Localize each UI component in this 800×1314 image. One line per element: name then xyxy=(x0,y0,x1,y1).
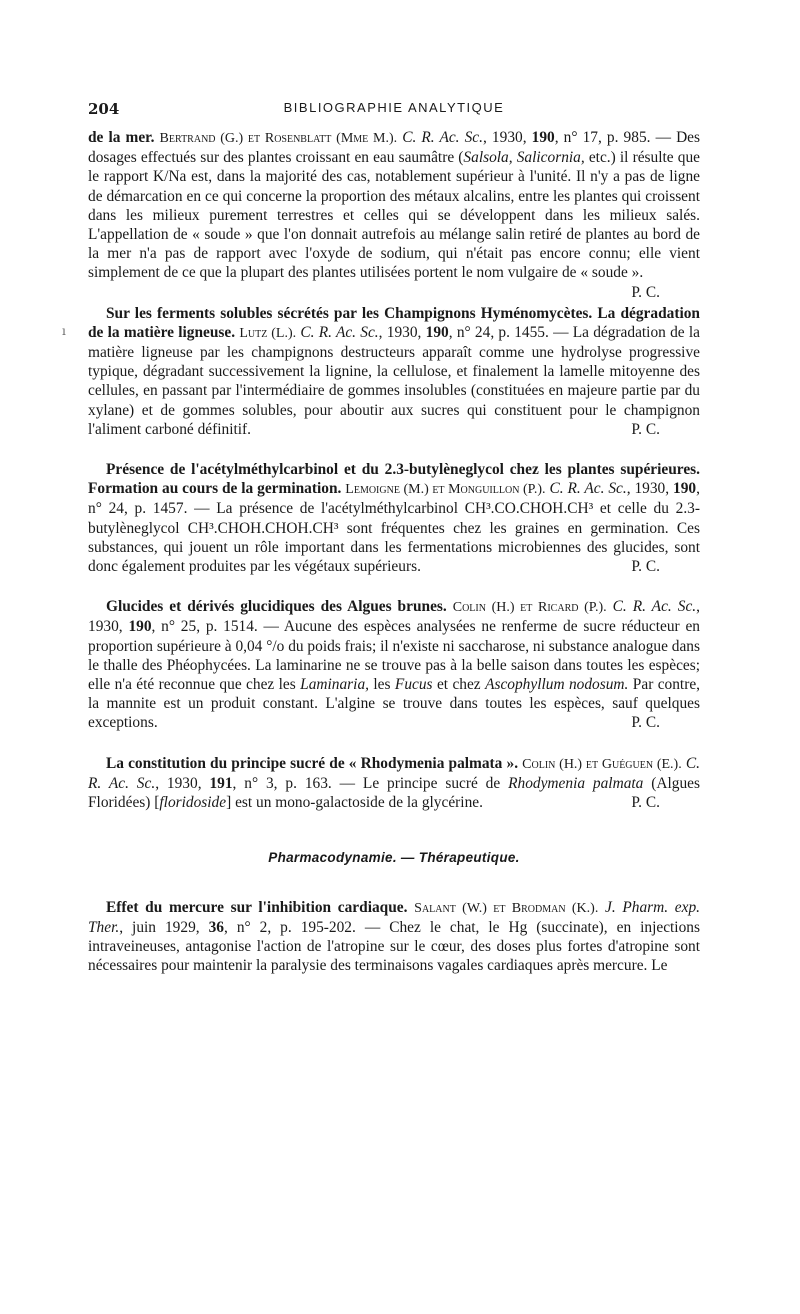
entry-year: , 1930, xyxy=(626,480,670,498)
entry-year: , 1930, xyxy=(155,774,202,792)
entry-ref: , n° 25, p. 1514. — xyxy=(151,618,279,636)
bibliography-entry xyxy=(88,597,700,732)
entry-volume: 190 xyxy=(673,480,697,498)
entry-text: Chez le chat, le Hg (succinate), en injections intraveineuses, antagonise l'action de l'atropine sur le cœur, des doses plus fortes d'atropine sont nécessaires pour maintenir la paralysie des terminaisons vagales cardiaques après mercure. Le xyxy=(88,918,700,975)
entry-ref: , n° 3, p. 163. — xyxy=(232,774,356,792)
bibliography-entry xyxy=(88,304,700,439)
section-heading: Pharmacodynamie. — Thérapeutique. xyxy=(268,850,520,866)
entry-ref: , n° 24, p. 1457. — xyxy=(88,480,700,518)
entry-italic: Laminaria, xyxy=(300,676,369,694)
entry-text: ] est un mono-galactoside de la glycérine. xyxy=(226,794,483,812)
entry-journal: C. R. Ac. Sc. xyxy=(88,754,700,792)
entry-signature: P. C. xyxy=(631,558,660,576)
entry-italic: Fucus xyxy=(394,676,433,694)
entry-authors: Colin (H.) et Guéguen (E.). xyxy=(522,756,682,772)
entry-ref: , n° 24, p. 1455. — xyxy=(448,323,569,341)
entry-journal: C. R. Ac. Sc. xyxy=(549,480,627,498)
entry-signature: P. C. xyxy=(631,714,660,732)
bibliography-entry xyxy=(88,460,700,576)
entry-signature: P. C. xyxy=(631,420,660,438)
entry-authors: Lemoigne (M.) et Monguillon (P.). xyxy=(345,482,546,498)
entry-year: , 1930, xyxy=(483,129,527,146)
entry-journal: C. R. Ac. Sc. xyxy=(402,129,483,146)
entry-year: , 1930, xyxy=(378,323,422,341)
entry-text: La dégradation de la matière ligneuse par les champignons destructeurs apparaît comme une hydrolyse progressive typique, dégradant successivement la lignine, la cellulose, et finalement la lamelle mitoyenne des cellules, en passant par l'intermédiaire de gommes insolubles (constituées en majeure partie par du xylane) et de gommes solubles, pour aboutir aux sucres qui constituent pour le champignon l'aliment carboné définitif. xyxy=(88,323,700,438)
entry-ref: , n° 17, p. 985. — xyxy=(554,129,671,146)
entry-text: Des dosages effectués sur des plantes croissant en eau saumâtre ( xyxy=(88,129,700,167)
entry-text: et chez xyxy=(436,676,481,694)
entry-text: La présence de l'acétylméthylcarbinol CH³.CO.CHOH.CH³ et celle du 2.3-butylèneglycol CH³.CHOH.CHOH.CH³ sont fréquentes chez les graines en germination. Ces substances, qui jouent un rôle important dans les fermentations microbiennes des glucides, sont donc également produites par les végétaux supérieurs. xyxy=(88,500,700,576)
entry-title: La constitution du principe sucré de « Rhodymenia palmata ». xyxy=(106,754,519,772)
entry-ref: , n° 2, p. 195-202. — xyxy=(223,918,381,936)
entry-italic: Ascophyllum nodosum. xyxy=(485,676,629,694)
entry-title: Effet du mercure sur l'inhibition cardiaque. xyxy=(106,898,408,916)
entry-authors: Salant (W.) et Brodman (K.). xyxy=(414,900,599,916)
bibliography-entry xyxy=(88,128,700,301)
entry-year: , juin 1929, xyxy=(119,918,200,936)
entry-authors: Bertrand (G.) et Rosenblatt (Mme M.). xyxy=(159,131,398,146)
entry-journal: J. Pharm. exp. Ther. xyxy=(88,898,701,936)
entry-title: de la mer. xyxy=(88,129,155,146)
page-header xyxy=(88,100,700,124)
entry-signature: P. C. xyxy=(631,794,660,812)
entry-text: Aucune des espèces analysées ne renferme de sucre réducteur en proportion supérieure à 0,04 °/o du poids frais; il n'existe ni saccharose, ni substance analogue dans le thalle des Phéophycées. La laminarine ne se trouve pas à la belle saison dans toutes les espèces; elle n'a été reconnue que chez les xyxy=(88,618,700,694)
entry-volume: 190 xyxy=(128,618,152,636)
entry-volume: 36 xyxy=(208,918,224,936)
running-title: BIBLIOGRAPHIE ANALYTIQUE xyxy=(283,100,505,115)
entry-journal: C. R. Ac. Sc. xyxy=(612,598,697,616)
page-number: 204 xyxy=(88,100,120,118)
entry-title: Sur les ferments solubles sécrétés par les Champignons Hyménomycètes. La dégradation de la matière ligneuse. xyxy=(88,304,700,341)
entry-year: , 1930, xyxy=(88,598,700,636)
entry-volume: 191 xyxy=(209,774,233,792)
entry-text: (Algues Floridées) [ xyxy=(88,774,700,812)
article-body xyxy=(88,128,700,975)
entry-journal: C. R. Ac. Sc. xyxy=(300,323,379,341)
margin-mark: ı xyxy=(62,324,66,338)
entry-volume: 190 xyxy=(531,129,555,146)
entry-text: Le principe sucré de xyxy=(362,774,501,792)
bibliography-entry xyxy=(88,898,700,976)
entry-title: Glucides et dérivés glucidiques des Algues brunes. xyxy=(106,598,447,616)
entry-italic: Salsola, Salicornia, xyxy=(463,149,585,167)
entry-text: les xyxy=(373,676,391,694)
entry-text: etc.) il résulte que le rapport K/Na est, dans la majorité des cas, notablement supérieur à l'unité. Il n'y a pas de ligne de démarcation en ce qui concerne la proportion des métaux alcalins, entre les plantes qui croissent dans les milieux purement terrestres et celles qui se développent dans les milieux salés. L'appellation de « soude » que l'on donnait autrefois au mélange salin retiré de plantes au bord de la mer n'a pas de rapport avec l'oxyde de sodium, qui n'était pas encore connu; elle vient simplement de ce que la plupart des plantes utilisées portent le nom vulgaire de « soude ». xyxy=(88,149,700,282)
entry-authors: Lutz (L.). xyxy=(239,325,297,341)
entry-volume: 190 xyxy=(425,323,449,341)
entry-authors: Colin (H.) et Ricard (P.). xyxy=(452,600,607,616)
entry-italic: Rhodymenia palmata xyxy=(508,774,644,792)
entry-text: Par contre, la mannite est un produit constant. L'algine se trouve dans toutes les espèces, sauf quelques exceptions. xyxy=(88,676,701,732)
entry-signature: P. C. xyxy=(631,283,660,301)
entry-italic: floridoside xyxy=(159,794,227,812)
entry-title: Présence de l'acétylméthylcarbinol et du 2.3-butylèneglycol chez les plantes supérieures. Formation au cours de la germination. xyxy=(88,461,700,498)
bibliography-entry xyxy=(88,754,700,813)
